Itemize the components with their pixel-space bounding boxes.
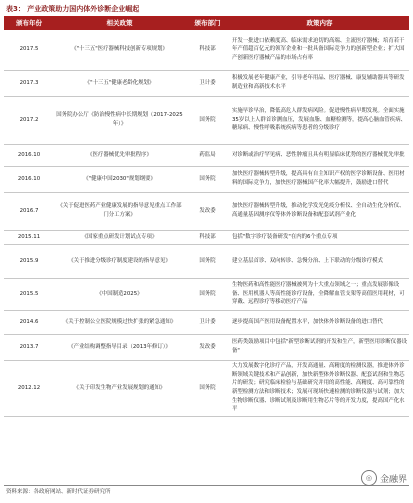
row-content: 生物医药和高性能医疗器械被列为十大重点领域之一；重点发展影像设备、医用机器人等高性能诊疗设备，全降解血管支架等高值医用耗材，可穿戴、远程诊疗等移动医疗产品: [230, 278, 409, 310]
row-dept: 科技部: [185, 30, 230, 70]
row-policy: 《关于推进分级诊疗制度建设的指导意见》: [54, 244, 185, 278]
row-policy: 国务院办公厅《防治慢性病中长期规划（2017-2025年）》: [54, 96, 185, 144]
row-content: 包括"数字诊疗装备研发"在内的6个重点专项: [230, 230, 409, 244]
row-content: 对诊断或治疗罕见病、恶性肿瘤且具有明显临床优势的医疗器械优先审批: [230, 144, 409, 166]
row-year: 2013.7: [4, 334, 54, 360]
table-row: [4, 278, 409, 310]
watermark-text: 金融界: [379, 474, 407, 485]
row-content: 实施早诊早治，降低高危人群发病风险。促进慢性病早期发现。全面实施35岁以上人群首诊测血压，发展血脂、血糖检测等，提高心脑血管疾病、糖尿病、慢性呼吸系统疾病等患者的分级诊疗: [230, 96, 409, 144]
row-content: 建立基层首诊、双向转诊、急慢分治、上下联动的分级诊疗模式: [230, 244, 409, 278]
row-content: 逐步提高国产医用设备配置水平，加快体外诊断设备的进口替代: [230, 310, 409, 334]
table-row: [4, 96, 409, 144]
row-year: 2015.9: [4, 244, 54, 278]
row-year: 2017.3: [4, 70, 54, 96]
row-policy: 《国家重点研发计划试点专项》: [54, 230, 185, 244]
row-dept: 卫计委: [185, 310, 230, 334]
table-header-row: [4, 17, 409, 30]
row-dept: 发改委: [185, 334, 230, 360]
table-row: [4, 360, 409, 416]
table-row: [4, 30, 409, 70]
row-policy: 《"十三五"健康老龄化规划》: [54, 70, 185, 96]
table-row: [4, 310, 409, 334]
header-dept: 颁布部门: [185, 17, 230, 30]
row-year: 2015.11: [4, 230, 54, 244]
row-content: 加快医疗器械转型升级，提高具有自主知识产权的医学诊断设备、医用材料的国际竞争力，加快医疗器械国产化率大幅提升，鼓励进口替代: [230, 166, 409, 192]
row-content: 加快医疗器械转型升级，推动化学发光免疫分析仪、全自动生化分析仪、高通量基因测序仪等体外诊断设备和配套试剂产业化: [230, 192, 409, 230]
row-content: 积极发展老年健康产业，引导老年用品、医疗器械、康复辅助器具等研发制造业和高新技术水平: [230, 70, 409, 96]
table-title: 表3： 产业政策助力国内体外诊断企业崛起: [6, 5, 140, 13]
row-policy: 《"健康中国2030"规划纲要》: [54, 166, 185, 192]
row-policy: 《产业结构调整指导目录（2013年修订）》: [54, 334, 185, 360]
header-policy: 相关政策: [54, 17, 185, 30]
row-policy: 《关于控制公立医院规模过快扩张的紧急通知》: [54, 310, 185, 334]
row-dept: 科技部: [185, 230, 230, 244]
row-dept: 国务院: [185, 244, 230, 278]
table-body: [4, 30, 409, 416]
table-row: [4, 334, 409, 360]
row-content: 大力发展数字化诊疗产品，开发高通量、高精度的检测仪器，推进体外诊断领域关键技术和产品创新，加快新型体外诊断仪器、配套试剂和生物芯片的研发；研究临床检验与基础研究并用的高性能、高精度、高可靠性的新型检测方法和诊断技术；发展可现场快速检测的诊断仪器与试剂；加大生物诊断仪器、诊断试剂及诊断用生物芯片等的开发力度，提高国产化水平: [230, 360, 409, 416]
table-row: [4, 70, 409, 96]
row-dept: 国务院: [185, 96, 230, 144]
row-content: 开发一批进口依赖度高、临床需求迫切的高端、主流医疗器械；培育若干年产值超百亿元的领军企业和一批具备国际竞争力的创新型企业；扩大国产创新医疗器械产品的市场占有率: [230, 30, 409, 70]
row-year: 2014.6: [4, 310, 54, 334]
row-dept: 国务院: [185, 360, 230, 416]
table-row: [4, 244, 409, 278]
table-row: [4, 230, 409, 244]
header-content: 政策内容: [230, 17, 409, 30]
bottom-divider: [4, 485, 409, 486]
row-dept: 国务院: [185, 278, 230, 310]
row-year: 2015.5: [4, 278, 54, 310]
wechat-icon: ◎: [361, 470, 377, 486]
source-note: 资料来源：各政府网站、新时代证券研究所: [6, 489, 111, 495]
row-year: 2017.2: [4, 96, 54, 144]
row-policy: 《医疗器械优先审批程序》: [54, 144, 185, 166]
row-dept: 国务院: [185, 166, 230, 192]
row-policy: 《中国制造2025》: [54, 278, 185, 310]
row-dept: 卫计委: [185, 70, 230, 96]
policy-table: [4, 17, 409, 417]
row-policy: 《关于印发生物产业发展规划的通知》: [54, 360, 185, 416]
table-row: [4, 166, 409, 192]
watermark: [361, 470, 407, 486]
row-year: 2016.10: [4, 144, 54, 166]
row-year: 2012.12: [4, 360, 54, 416]
row-dept: 药监局: [185, 144, 230, 166]
header-year: 颁布年份: [4, 17, 54, 30]
table-row: [4, 192, 409, 230]
row-content: 医药类鼓励项目中包括"新型诊断试剂的开发和生产，新型医用诊断仪器设备": [230, 334, 409, 360]
row-year: 2016.10: [4, 166, 54, 192]
row-year: 2016.7: [4, 192, 54, 230]
row-policy: 《"十三五"医疗器械科技创新专项规划》: [54, 30, 185, 70]
row-policy: 《关于促进医药产业健康发展的指导意见重点工作部门分工方案》: [54, 192, 185, 230]
row-year: 2017.5: [4, 30, 54, 70]
table-row: [4, 144, 409, 166]
row-dept: 发改委: [185, 192, 230, 230]
